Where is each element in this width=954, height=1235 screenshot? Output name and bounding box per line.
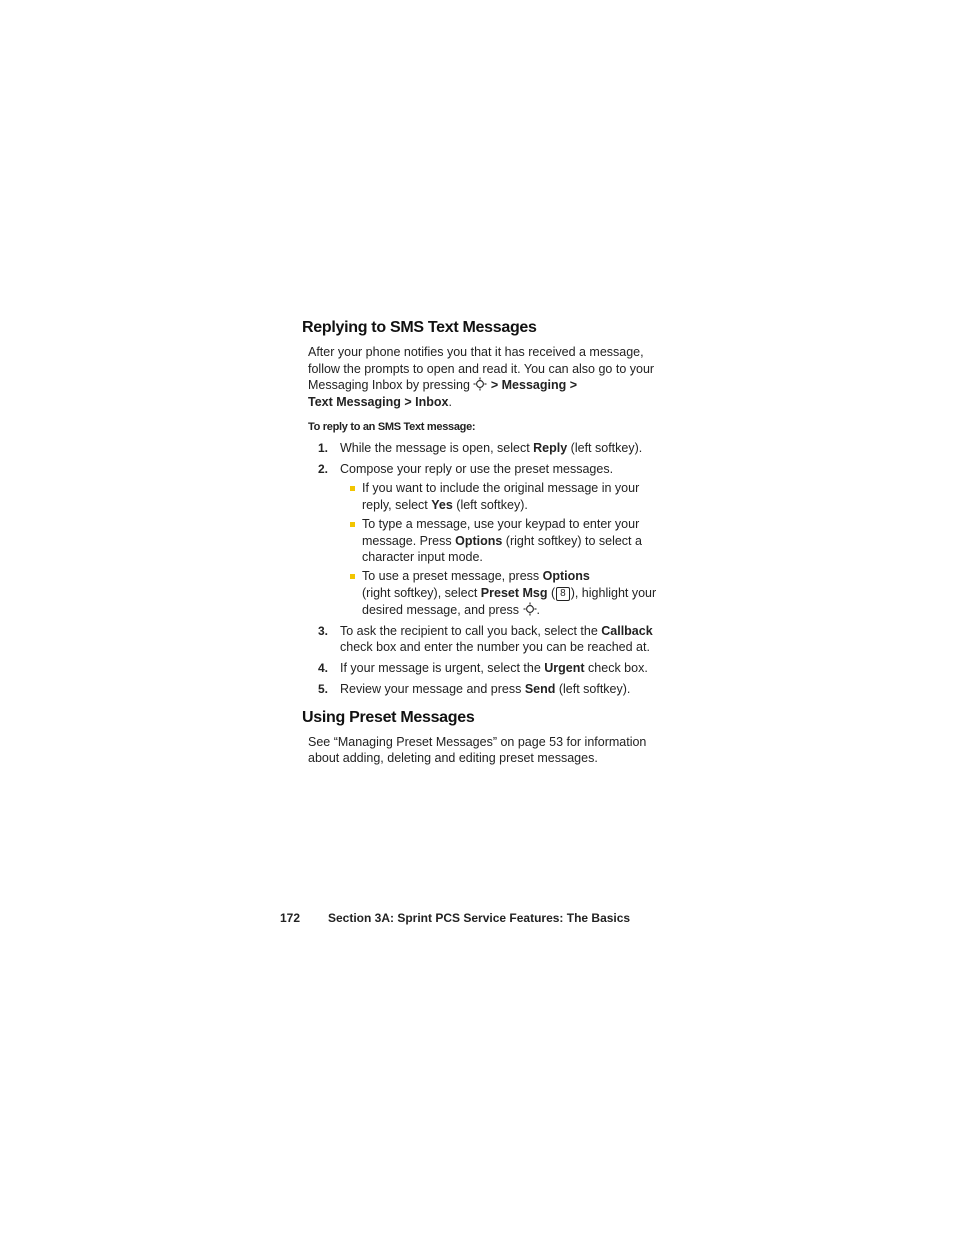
step-keyword: Reply <box>533 441 568 456</box>
bullet-text: To use a preset message, press <box>362 569 543 584</box>
step-text: Compose your reply or use the preset messages. <box>340 462 614 477</box>
step-text: While the message is open, select <box>340 441 534 456</box>
list-item <box>302 681 672 698</box>
bullet-text: ), highlight your desired message, and press <box>362 586 657 617</box>
intro-end: . <box>448 394 452 409</box>
intro-paragraph <box>308 344 672 410</box>
menu-path-messaging: > Messaging > <box>490 378 578 393</box>
bullet-text: If you want to include the original message in your reply, select <box>362 481 640 513</box>
footer-section-title: Section 3A: Sprint PCS Service Features: The Basics <box>328 911 631 925</box>
bullet-keyword: Yes <box>431 498 453 513</box>
list-item <box>302 623 672 656</box>
list-item <box>302 440 672 457</box>
preset-paragraph: See “Managing Preset Messages” on page 53 for information about adding, deleting and editing preset messages. <box>308 734 647 766</box>
bullet-keyword: Options <box>455 533 503 548</box>
bullet-text: (right softkey), select <box>362 586 481 601</box>
step-text: Review your message and press <box>340 682 525 697</box>
step-keyword: Send <box>524 682 556 697</box>
page-number: 172 <box>280 911 301 925</box>
bullet-icon <box>350 574 355 579</box>
step-keyword: Urgent <box>544 661 585 676</box>
intro-text: After your phone notifies you that it has received a message, follow the prompts to open and read it. You can also go to your Messaging Inbox by pressing <box>308 345 655 393</box>
step-number: 4. <box>318 661 329 676</box>
step-number: 2. <box>318 462 329 477</box>
bullet-text: (left softkey). <box>452 498 528 513</box>
bullet-keyword: Preset Msg <box>480 586 548 601</box>
bullet-text: . <box>536 602 540 617</box>
step-text: (left softkey). <box>567 441 643 456</box>
step-keyword: Callback <box>601 623 653 638</box>
page-footer <box>280 911 630 925</box>
section-heading-replying: Replying to SMS Text Messages <box>302 319 537 336</box>
step-text: check box. <box>584 661 648 676</box>
bullet-icon <box>350 486 355 491</box>
step-text: (left softkey). <box>555 682 631 697</box>
list-item <box>302 660 672 677</box>
list-item <box>340 480 672 513</box>
list-item <box>302 461 672 618</box>
bullet-list <box>340 480 672 618</box>
bullet-keyword: Options <box>542 569 590 584</box>
step-text: check box and enter the number you can be reached at. <box>340 640 650 655</box>
step-number: 3. <box>318 623 329 638</box>
bullet-text: ( <box>547 586 556 601</box>
bullet-text: To type a message, use your keypad to enter your message. Press <box>362 517 640 548</box>
procedure-title: To reply to an SMS Text message: <box>308 421 476 434</box>
menu-path-inbox: Text Messaging > Inbox <box>308 394 449 409</box>
section-heading-preset: Using Preset Messages <box>302 708 475 726</box>
step-text: To ask the recipient to call you back, select the <box>340 623 602 638</box>
step-text: If your message is urgent, select the <box>340 661 545 676</box>
page-content <box>302 316 672 767</box>
steps-list <box>302 440 672 697</box>
list-item <box>340 568 672 618</box>
step-number: 1. <box>318 441 329 456</box>
navigation-key-icon <box>523 602 537 616</box>
key-8-icon: 8 <box>556 587 570 601</box>
step-number: 5. <box>318 682 329 697</box>
navigation-key-icon <box>473 377 487 391</box>
bullet-text: (right softkey) to select a character input mode. <box>362 533 642 565</box>
list-item <box>340 516 672 566</box>
bullet-icon <box>350 522 355 527</box>
